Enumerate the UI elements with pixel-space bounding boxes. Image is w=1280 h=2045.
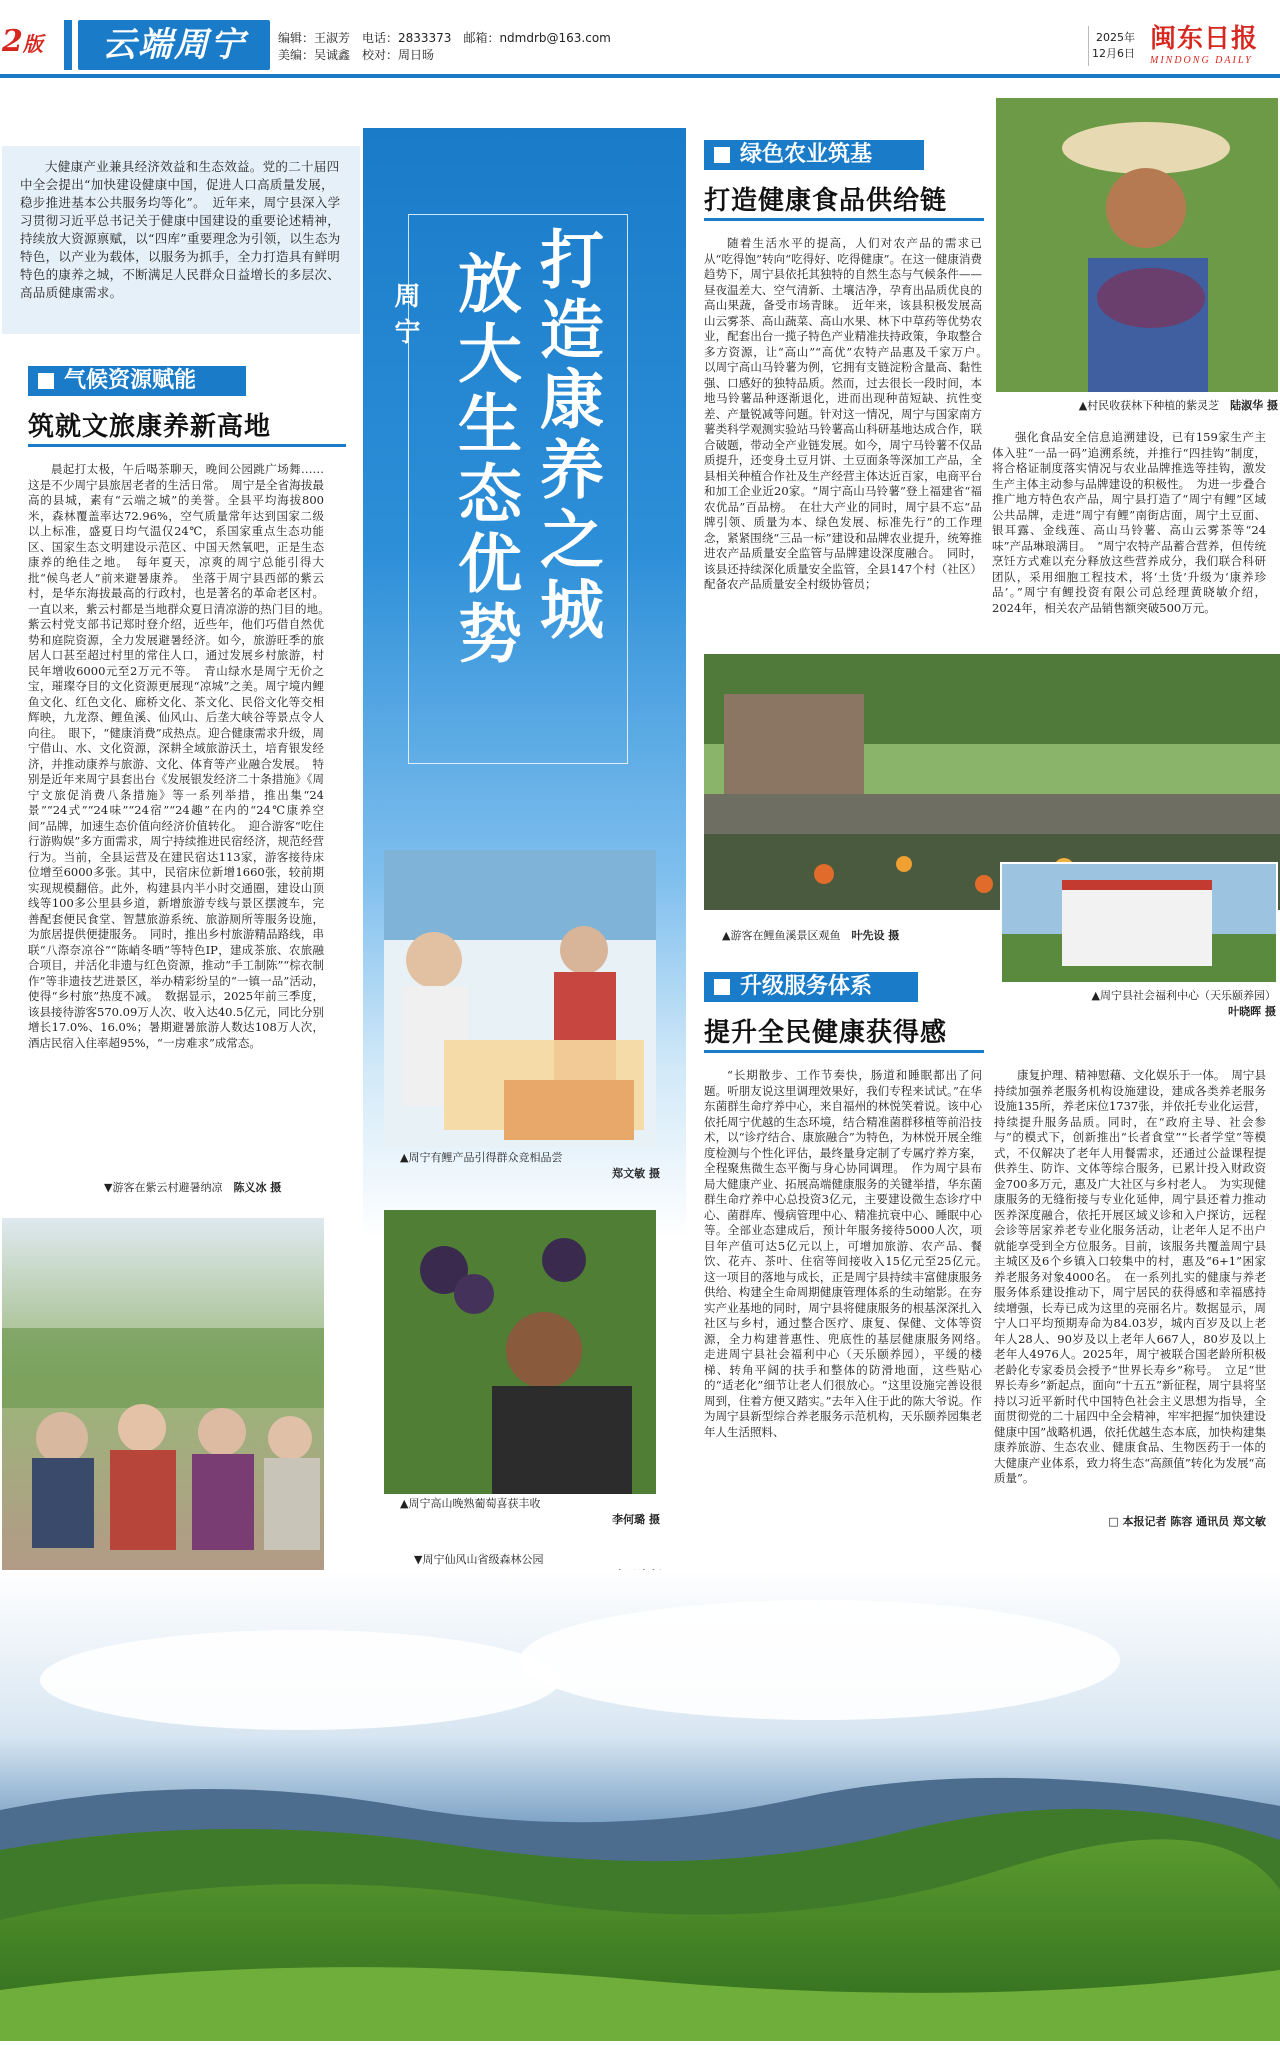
- masthead-en: MINDONG DAILY: [1150, 55, 1253, 66]
- editor-line: 编辑：王淑芳 电话：2833373 邮箱：ndmdrb@163.com: [278, 31, 611, 45]
- section-1-tag: 气候资源赋能: [28, 366, 246, 396]
- caption-welfare-center-byline: 叶晓晖 摄: [1228, 1005, 1276, 1018]
- caption-lingzhi-farmer: ▲村民收获林下种植的紫灵芝 陆淑华 摄: [1078, 399, 1278, 412]
- caption-carp-stream: ▲游客在鲤鱼溪景区观鱼 叶先设 摄: [722, 929, 900, 942]
- section-name-badge: 云端周宁: [78, 20, 270, 70]
- photo-forest-park-panorama-svg: [0, 1570, 1280, 2041]
- photo-welfare-center-svg: [1002, 864, 1276, 982]
- caption-grape-harvest-text: ▲周宁高山晚熟葡萄喜获丰收: [400, 1497, 541, 1510]
- headline-line-2: 放大生态优势: [447, 250, 522, 670]
- section-3-tag: 升级服务体系: [704, 972, 918, 1002]
- date-day: 12月6日: [1092, 47, 1135, 60]
- masthead-logo: [1150, 18, 1270, 68]
- section-3-rule: [704, 1050, 984, 1053]
- caption-forest-park-text: ▼周宁仙风山省级森林公园: [414, 1553, 544, 1566]
- caption-product-tasting-text: ▲周宁有鲤产品引得群众竞相品尝: [400, 1151, 563, 1164]
- photo-grape-harvest: [384, 1210, 656, 1494]
- photo-grape-harvest-svg: [384, 1210, 656, 1494]
- caption-product-tasting: [400, 1150, 660, 1182]
- photo-lingzhi-farmer-svg: [996, 98, 1278, 392]
- photo-lingzhi-farmer: [996, 98, 1278, 392]
- section-1-title: 筑就文旅康养新高地: [28, 412, 272, 442]
- section-2-tag: 绿色农业筑基: [704, 140, 924, 170]
- headline-county: 周宁: [390, 282, 420, 354]
- caption-village-tourists: ▼游客在紫云村避暑纳凉 陈义冰 摄: [104, 1181, 282, 1194]
- date-year: 2025年: [1096, 31, 1135, 44]
- intro-paragraph: 大健康产业兼具经济效益和生态效益。党的二十届四中全会提出“加快建设健康中国，促进人口高质量发展，稳步推进基本公共服务均等化”。 近年来，周宁县深入学习贯彻习近平总书记关于健康中国建设的重要论述精神，持续放大资源禀赋，以“四库”重要理念为引领，以生态为特色，以产业为载体，以服务为抓手，全力打造具有鲜明特色的康养之城，不断满足人民群众日益增长的多层次、高品质健康需求。: [2, 146, 360, 334]
- caption-grape-harvest: [400, 1496, 660, 1528]
- issue-date: [1092, 30, 1135, 62]
- section-1-rule: [28, 444, 346, 447]
- designer-line: 美编：吴诚鑫 校对：周日旸: [278, 48, 435, 62]
- photo-village-tourists-svg: [2, 1218, 324, 1570]
- photo-product-tasting: [384, 850, 656, 1148]
- section-2-body-right: 强化食品安全信息追溯建设，已有159家生产主体入驻“一品一码”追溯系统，并推行“四挂钩”制度，将合格证制度落实情况与农业品牌推选等挂钩，激发生产主体主动参与品牌建设的积极性。 为进一步叠合推广地方特色农产品，周宁县打造了“周宁有鲤”区域公共品牌，走进“周宁有鲤”南街店面，周宁土豆面、银耳露、金线莲、高山马铃薯、高山云雾茶等“24味”产品琳琅满目。 “周宁农特产品蓄合营养，但传统烹饪方式难以充分释放这些营养成分，我们联合科研团队，采用细胞工程技术，将‘土货’升级为‘康养珍品’。”周宁有鲤投资有限公司总经理黄晓敏介绍，2024年，相关农产品销售额突破500万元。: [992, 430, 1266, 615]
- masthead-cn: 闽东日报: [1150, 24, 1259, 54]
- header-rule: [0, 74, 1280, 78]
- photo-forest-park-panorama: [0, 1570, 1280, 2041]
- page-number: 2版: [2, 24, 43, 59]
- section-2-body: 随着生活水平的提高，人们对农产品的需求已从“吃得饱”转向“吃得好、吃得健康”。在这一健康消费趋势下，周宁县依托其独特的自然生态与气候条件——昼夜温差大、空气清新、土壤洁净，孕育出品质优良的高山果蔬，备受市场青睐。 近年来，该县积极发展高山云雾茶、高山蔬菜、高山水果、林下中草药等优势农业，配套出台一揽子特色产业精准扶持政策，争取整合多方资源，让“高山”“高优”农特产品惠及千家万户。 以周宁高山马铃薯为例，它拥有支链淀粉含量高、黏性强、口感好的独特品质。然而，过去很长一段时间，本地马铃薯品种逐渐退化，进而出现种苗短缺、抗性变差、产量锐减等问题。针对这一情况，周宁与国家南方薯类科学观测实验站马铃薯高山科研基地达成合作，联合破题，带动全产业链发展。如今，周宁马铃薯不仅品质提升，还变身土豆月饼、土豆面条等深加工产品，全县相关种植合作社及生产经营主体达近百家，电商平台和加工企业近20家。“周宁高山马铃薯”登上福建省“福农优品”百品榜。 在壮大产业的同时，周宁县不忘“品牌引领、质量为本、绿色发展、标准先行”的工作理念，紧紧围绕“三品一标”建设和品牌农业提升，统筹推进农产品质量安全监管与品牌建设深度融合。 同时，该县还持续深化质量安全监管，全县147个村（社区）配备农产品质量安全村级协管员；: [704, 236, 994, 591]
- photo-product-tasting-svg: [384, 850, 656, 1148]
- section-3-title: 提升全民健康获得感: [704, 1018, 948, 1048]
- photo-village-tourists: [2, 1218, 324, 1570]
- headline-line-1: 打造康养之城: [529, 226, 604, 646]
- caption-product-tasting-byline: 郑文敏 摄: [612, 1167, 660, 1180]
- section-1-body: 晨起打太极，午后喝茶聊天，晚间公园跳广场舞……这是不少周宁县旅居老者的生活日常。 周宁是全省海拔最高的县城，素有“云端之城”的美誉。全县平均海拔800米，森林覆盖率达72.96%，空气质量常年达到国家二级以上标准，盛夏日均气温仅24℃，系国家重点生态功能区、国家生态文明建设示范区、中国天然氧吧，正是生态康养的绝佳之地。 每年夏天，凉爽的周宁总能引得大批“候鸟老人”前来避暑康养。 坐落于周宁县西部的紫云村，是华东海拔最高的行政村，也是著名的革命老区村。一直以来，紫云村都是当地群众夏日清凉游的热门目的地。 紫云村党支部书记郑时登介绍，近些年，他们巧借自然优势和庭院资源，全力发展避暑经济。如今，旅游旺季的旅居人口甚至超过村里的常住人口，通过发展乡村旅游，村民年增收6000元至2万元不等。 青山绿水是周宁无价之宝，璀璨夺目的文化资源更展现“凉城”之美。周宁境内鲤鱼文化、红色文化、廊桥文化、茶文化、民俗文化等交相辉映，九龙漈、鲤鱼溪、仙风山、后垄大峡谷等景点令人向往。 眼下，“健康消费”成热点。迎合健康需求升级，周宁借山、水、文化资源，深耕全域旅游沃土，培育银发经济，并推动康养与旅游、文化、体育等产业融合发展。 特别是近年来周宁县套出台《发展银发经济二十条措施》《周宁文旅促消费八条措施》等一系列举措，推出集“24景”“24式”“24味”“24宿”“24趣”在内的“24℃康养空间”品牌，加速生态价值向经济价值转化。 迎合游客“吃住行游购娱”多方面需求，周宁持续推进民宿经济，规范经营行为。当前，全县运营及在建民宿达113家，游客接待床位增至6000多张。其中，民宿床位新增1660张，较前期实现规模翻倍。此外，构建县内半小时交通圈，建设山顶线等100多公里县乡道，新增旅游专线与景区摆渡车，完善配套便民食堂、智慧旅游系统、旅游厕所等服务设施，为旅居提供便捷服务。 同时，推出乡村旅游精品路线，串联“八漈奈凉谷”“陈峭冬晒”等特色IP，建成茶旅、农旅融合项目，并活化非遗与红色资源，推动“手工制陈”“棕衣制作”等非遗技艺进景区，举办精彩纷呈的“一镇一品”活动，使得“乡村旅”热度不减。 数据显示，2025年前三季度，该县接待游客570.09万人次、收入达40.5亿元，同比分别增长17.0%、16.0%；暑期避暑旅游人数达108万人次，酒店民宿入住率超95%，“一房难求”成常态。: [28, 462, 336, 1050]
- article-byline: □ 本报记者 陈容 通讯员 郑文敏: [1108, 1515, 1266, 1528]
- photo-welfare-center: [1000, 862, 1278, 984]
- section-2-title: 打造健康食品供给链: [704, 186, 948, 216]
- caption-welfare-center-text: ▲周宁县社会福利中心（天乐颐养园）: [1091, 989, 1276, 1002]
- editor-info: [278, 30, 698, 64]
- caption-grape-harvest-byline: 李何璐 摄: [612, 1513, 660, 1526]
- header-divider: [1088, 26, 1089, 66]
- caption-welfare-center: [1010, 988, 1276, 1020]
- section-3-body-right: 康复护理、精神慰藉、文化娱乐于一体。 周宁县持续加强养老服务机构设施建设，建成各类养老服务设施135所，养老床位1737张，并依托专业化运营，持续提升服务品质。同时，在“政府主导、社会参与”的模式下，创新推出“长者食堂”“长者学堂”等模式，不仅解决了老年人用餐需求，还通过公益课程提供养生、防诈、文体等综合服务，已累计投入财政资金700多万元，惠及广大社区与乡村老人。 为实现健康服务的无缝衔接与专业化延伸，周宁县还着力推动医养深度融合，依托开展区域义诊和入户探访，远程会诊等居家养老专业化服务活动，让老年人足不出户就能享受到全方位服务。目前，该服务共覆盖周宁县主城区及6个乡镇入口较集中的村，惠及“6+1”困家养老服务对象4000名。 在一系列扎实的健康与养老服务体系建设推动下，周宁居民的获得感和幸福感持续增强，长寿已成为这里的亮丽名片。数据显示，周宁人口平均预期寿命为84.03岁，城内百岁及以上老年人28人、90岁及以上老年人667人，80岁及以上老年人4976人。2025年，周宁被联合国老龄所积极老龄化专家委员会授予“世界长寿乡”称号。 立足“世界长寿乡”新起点，面向“十五五”新征程，周宁县将坚持以习近平新时代中国特色社会主义思想为指导，全面贯彻党的二十届四中全会精神，牢牢把握“加快建设健康中国”战略机遇，依托优越生态本底，加快构建集康养旅游、生态农业、健康食品、生物医药于一体的大健康产业体系，致力将生态“高颜值”转化为发展“高质量”。: [994, 1068, 1266, 1485]
- section-3-body: “长期散步、工作节奏快，肠道和睡眠都出了问题。听朋友说这里调理效果好，我们专程来试试。”在华东菌群生命疗养中心，来自福州的林悦笑着说。该中心依托周宁优越的生态环境，结合精准菌群移植等前沿技术，以“诊疗结合、康旅融合”为特色，为林悦开展全维度检测与个性化评估，最终量身定制了专属疗养方案，全程聚焦微生态平衡与身心协同调理。 作为周宁县布局大健康产业、拓展高端健康服务的关键举措，华东菌群生命疗养中心总投资3亿元，主要建设微生态诊疗中心、菌群库、慢病管理中心、精准抗衰中心、睡眠中心等。全部业态建成后，预计年服务接待5000人次，项目年产值可达5亿元以上，可增加旅游、农产品、餐饮、花卉、茶叶、住宿等间接收入15亿元至25亿元。 这一项目的落地与成长，正是周宁县持续丰富健康服务供给、构建全生命周期健康管理体系的生动缩影。在夯实产业基地的同时，周宁县将健康服务的根基深深扎入社区与乡村，通过整合医疗、康复、保健、文体等资源，全力构建普惠性、兜底性的基层健康服务网络。 走进周宁县社会福利中心（天乐颐养园），平缓的楼梯、转角平阔的扶手和整体的防滑地面，这些贴心的“适老化”细节让老人们很放心。“这里设施完善设很周到，住着方便又踏实。”去年入住于此的陈大爷说。作为周宁县新型综合养老服务示范机构，天乐颐养园集老年人生活照料、: [704, 1068, 994, 1439]
- section-2-rule: [704, 218, 984, 221]
